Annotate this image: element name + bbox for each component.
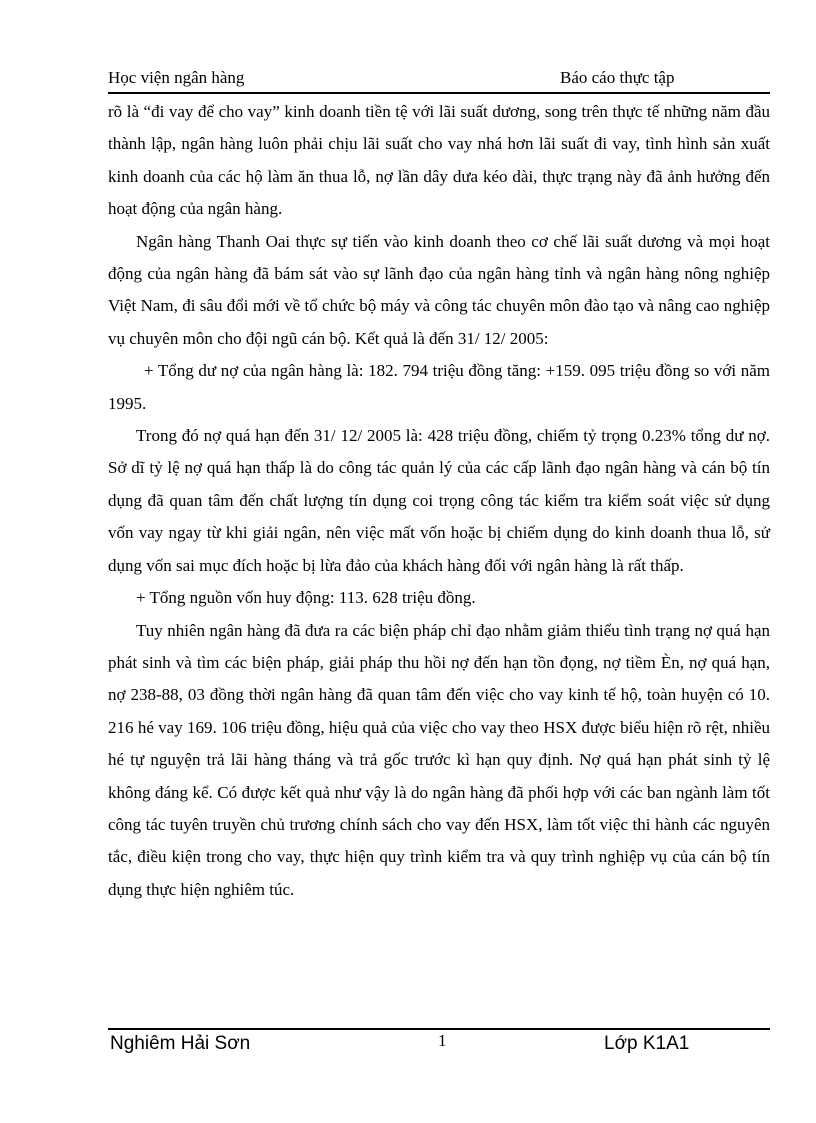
header-report-title: Báo cáo thực tập (560, 68, 675, 87)
header-institution: Học viện ngân hàng (108, 68, 245, 87)
paragraph-overdue-debt: Trong đó nợ quá hạn đến 31/ 12/ 2005 là: 428 triệu đồng, chiếm tỷ trọng 0.23% tổng dư nợ. Sở dĩ tỷ lệ nợ quá hạn thấp là do công tác quản lý của các cấp lãnh đạo ngân hàng và cán bộ tín dụng đã quan tâm đến chất lượng tín dụng coi trọng công tác kiểm tra kiểm soát việc sử dụng vốn vay ngay từ khi giải ngân, nên việc mất vốn hoặc bị chiếm dụng do kinh doanh thua lỗ, sử dụng vốn sai mục đích hoặc bị lừa đảo của khách hàng đối với ngân hàng là rất thấp. (108, 426, 770, 575)
footer-author: Nghiêm Hải Sơn (110, 1033, 251, 1054)
document-body (108, 96, 770, 906)
paragraph-continuation: rõ là “đi vay để cho vay” kinh doanh tiền tệ với lãi suất dương, song trên thực tế những năm đầu thành lập, ngân hàng luôn phải chịu lãi suất cho vay nhá hơn lãi suất đi vay, tình hình sản xuất kinh doanh của các hộ làm ăn thua lỗ, nợ lần dây dưa kéo dài, thực trạng này đã ảnh hưởng đến hoạt động của ngân hàng. (108, 102, 770, 219)
page-header (108, 68, 770, 90)
page-footer (108, 1033, 770, 1061)
footer-divider (108, 1028, 770, 1030)
paragraph-thanh-oai: Ngân hàng Thanh Oai thực sự tiến vào kinh doanh theo cơ chế lãi suất dương và mọi hoạt động của ngân hàng đã bám sát vào sự lãnh đạo của ngân hàng tỉnh và ngân hàng nông nghiệp Việt Nam, đi sâu đổi mới về tổ chức bộ máy và công tác chuyên môn đào tạo và nâng cao nghiệp vụ chuyên môn cho đội ngũ cán bộ. Kết quả là đến 31/ 12/ 2005: (108, 231, 770, 348)
footer-class: Lớp K1A1 (604, 1033, 690, 1054)
page-number: 1 (438, 1031, 447, 1050)
paragraph-total-capital: + Tổng nguồn vốn huy động: 113. 628 triệu đồng. (136, 588, 476, 608)
header-divider (108, 92, 770, 94)
paragraph-total-loans: + Tổng dư nợ của ngân hàng là: 182. 794 triệu đồng tăng: +159. 095 triệu đồng so với năm 1995. (108, 361, 770, 413)
paragraph-measures: Tuy nhiên ngân hàng đã đưa ra các biện pháp chỉ đạo nhằm giảm thiểu tình trạng nợ quá hạn phát sinh và tìm các biện pháp, giải pháp thu hồi nợ đến hạn tồn đọng, nợ tiềm Èn, nợ quá hạn, nợ 238-88, 03 đồng thời ngân hàng đã quan tâm đến việc cho vay kinh tế hộ, toàn huyện có 10. 216 hé vay 169. 106 triệu đồng, hiệu quả của việc cho vay theo HSX được biểu hiện rõ rệt, nhiều hé tự nguyện trả lãi hàng tháng và trả gốc trước kì hạn quy định. Nợ quá hạn phát sinh tỷ lệ không đáng kể. Có được kết quả như vậy là do ngân hàng đã phối hợp với các ban ngành làm tốt công tác tuyên truyền chủ trương chính sách cho vay đến HSX, làm tốt việc thi hành các nguyên tắc, điều kiện trong cho vay, thực hiện quy trình kiểm tra và quy trình nghiệp vụ của cán bộ tín dụng thực hiện nghiêm túc. (108, 620, 770, 899)
